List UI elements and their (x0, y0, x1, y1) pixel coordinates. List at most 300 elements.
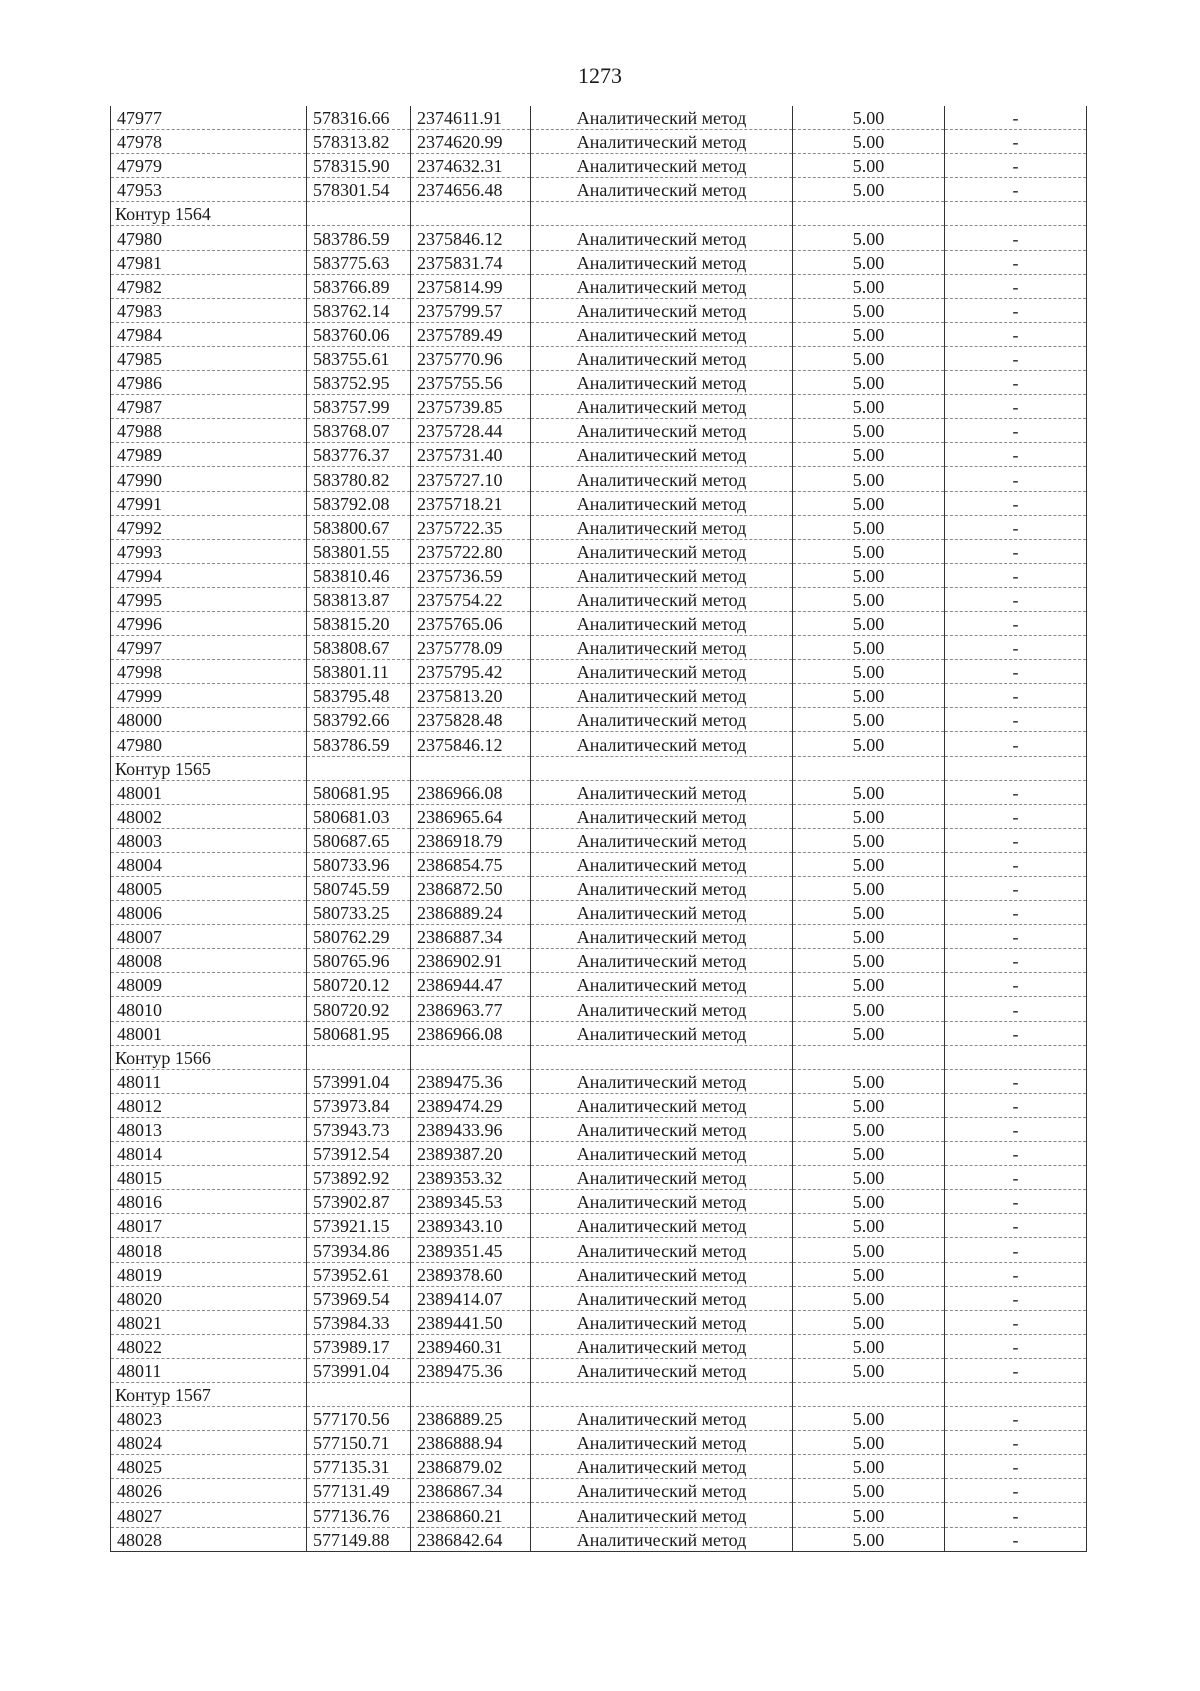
empty-cell (307, 1382, 411, 1406)
x-coordinate-cell: 573902.87 (307, 1190, 411, 1214)
method-cell: Аналитический метод (531, 949, 793, 973)
method-cell: Аналитический метод (531, 1021, 793, 1045)
y-coordinate-cell: 2375795.42 (411, 660, 531, 684)
error-cell: 5.00 (793, 1117, 945, 1141)
x-coordinate-cell: 577131.49 (307, 1479, 411, 1503)
method-cell: Аналитический метод (531, 491, 793, 515)
table-row (111, 274, 1087, 298)
y-coordinate-cell: 2375728.44 (411, 419, 531, 443)
x-coordinate-cell: 577150.71 (307, 1431, 411, 1455)
empty-cell (793, 202, 945, 226)
empty-cell (945, 1382, 1087, 1406)
y-coordinate-cell: 2386888.94 (411, 1431, 531, 1455)
note-cell: - (945, 780, 1087, 804)
note-cell: - (945, 298, 1087, 322)
method-cell: Аналитический метод (531, 973, 793, 997)
y-coordinate-cell: 2389351.45 (411, 1238, 531, 1262)
x-coordinate-cell: 573984.33 (307, 1310, 411, 1334)
table-row (111, 1479, 1087, 1503)
note-cell: - (945, 130, 1087, 154)
method-cell: Аналитический метод (531, 346, 793, 370)
empty-cell (793, 1045, 945, 1069)
note-cell: - (945, 1069, 1087, 1093)
method-cell: Аналитический метод (531, 1455, 793, 1479)
x-coordinate-cell: 580687.65 (307, 828, 411, 852)
y-coordinate-cell: 2375846.12 (411, 226, 531, 250)
contour-header-row (111, 1045, 1087, 1069)
point-id-cell: 47953 (111, 178, 307, 202)
method-cell: Аналитический метод (531, 1166, 793, 1190)
x-coordinate-cell: 583755.61 (307, 346, 411, 370)
table-row (111, 1238, 1087, 1262)
table-row (111, 1262, 1087, 1286)
table-row (111, 1286, 1087, 1310)
point-id-cell: 48005 (111, 877, 307, 901)
x-coordinate-cell: 580745.59 (307, 877, 411, 901)
method-cell: Аналитический метод (531, 1503, 793, 1527)
empty-cell (307, 756, 411, 780)
error-cell: 5.00 (793, 1214, 945, 1238)
empty-cell (945, 756, 1087, 780)
x-coordinate-cell: 573969.54 (307, 1286, 411, 1310)
empty-cell (793, 756, 945, 780)
error-cell: 5.00 (793, 346, 945, 370)
y-coordinate-cell: 2389474.29 (411, 1093, 531, 1117)
error-cell: 5.00 (793, 587, 945, 611)
y-coordinate-cell: 2375831.74 (411, 250, 531, 274)
error-cell: 5.00 (793, 877, 945, 901)
table-row (111, 828, 1087, 852)
x-coordinate-cell: 580681.03 (307, 804, 411, 828)
note-cell: - (945, 973, 1087, 997)
note-cell: - (945, 684, 1087, 708)
y-coordinate-cell: 2386965.64 (411, 804, 531, 828)
note-cell: - (945, 322, 1087, 346)
table-row (111, 467, 1087, 491)
table-row (111, 1166, 1087, 1190)
x-coordinate-cell: 573973.84 (307, 1093, 411, 1117)
point-id-cell: 48028 (111, 1527, 307, 1551)
error-cell: 5.00 (793, 1334, 945, 1358)
point-id-cell: 48002 (111, 804, 307, 828)
note-cell: - (945, 1503, 1087, 1527)
error-cell: 5.00 (793, 178, 945, 202)
error-cell: 5.00 (793, 684, 945, 708)
note-cell: - (945, 1166, 1087, 1190)
x-coordinate-cell: 583792.08 (307, 491, 411, 515)
method-cell: Аналитический метод (531, 515, 793, 539)
point-id-cell: 48023 (111, 1407, 307, 1431)
point-id-cell: 48008 (111, 949, 307, 973)
error-cell: 5.00 (793, 419, 945, 443)
y-coordinate-cell: 2389460.31 (411, 1334, 531, 1358)
note-cell: - (945, 611, 1087, 635)
error-cell: 5.00 (793, 804, 945, 828)
x-coordinate-cell: 573934.86 (307, 1238, 411, 1262)
y-coordinate-cell: 2386889.25 (411, 1407, 531, 1431)
x-coordinate-cell: 583810.46 (307, 563, 411, 587)
method-cell: Аналитический метод (531, 563, 793, 587)
note-cell: - (945, 226, 1087, 250)
table-row (111, 130, 1087, 154)
contour-label: Контур 1566 (111, 1045, 307, 1069)
point-id-cell: 48006 (111, 901, 307, 925)
error-cell: 5.00 (793, 298, 945, 322)
x-coordinate-cell: 583766.89 (307, 274, 411, 298)
error-cell: 5.00 (793, 611, 945, 635)
x-coordinate-cell: 577170.56 (307, 1407, 411, 1431)
point-id-cell: 48022 (111, 1334, 307, 1358)
x-coordinate-cell: 583760.06 (307, 322, 411, 346)
error-cell: 5.00 (793, 130, 945, 154)
y-coordinate-cell: 2375814.99 (411, 274, 531, 298)
x-coordinate-cell: 583762.14 (307, 298, 411, 322)
table-row (111, 636, 1087, 660)
error-cell: 5.00 (793, 901, 945, 925)
method-cell: Аналитический метод (531, 274, 793, 298)
note-cell: - (945, 636, 1087, 660)
point-id-cell: 48011 (111, 1358, 307, 1382)
point-id-cell: 48000 (111, 708, 307, 732)
y-coordinate-cell: 2389441.50 (411, 1310, 531, 1334)
empty-cell (531, 1045, 793, 1069)
point-id-cell: 48001 (111, 1021, 307, 1045)
method-cell: Аналитический метод (531, 1262, 793, 1286)
table-row (111, 973, 1087, 997)
empty-cell (531, 756, 793, 780)
note-cell: - (945, 1455, 1087, 1479)
x-coordinate-cell: 580733.25 (307, 901, 411, 925)
method-cell: Аналитический метод (531, 1069, 793, 1093)
error-cell: 5.00 (793, 1093, 945, 1117)
point-id-cell: 47993 (111, 539, 307, 563)
y-coordinate-cell: 2375722.35 (411, 515, 531, 539)
note-cell: - (945, 178, 1087, 202)
empty-cell (411, 202, 531, 226)
point-id-cell: 48009 (111, 973, 307, 997)
error-cell: 5.00 (793, 1310, 945, 1334)
y-coordinate-cell: 2375789.49 (411, 322, 531, 346)
table-row (111, 106, 1087, 130)
error-cell: 5.00 (793, 250, 945, 274)
table-row (111, 1117, 1087, 1141)
method-cell: Аналитический метод (531, 154, 793, 178)
contour-header-row (111, 1382, 1087, 1406)
x-coordinate-cell: 573952.61 (307, 1262, 411, 1286)
error-cell: 5.00 (793, 1503, 945, 1527)
error-cell: 5.00 (793, 925, 945, 949)
x-coordinate-cell: 583813.87 (307, 587, 411, 611)
point-id-cell: 47985 (111, 346, 307, 370)
error-cell: 5.00 (793, 322, 945, 346)
y-coordinate-cell: 2389475.36 (411, 1358, 531, 1382)
error-cell: 5.00 (793, 539, 945, 563)
y-coordinate-cell: 2375754.22 (411, 587, 531, 611)
point-id-cell: 48013 (111, 1117, 307, 1141)
table-row (111, 708, 1087, 732)
note-cell: - (945, 587, 1087, 611)
error-cell: 5.00 (793, 636, 945, 660)
table-row (111, 154, 1087, 178)
error-cell: 5.00 (793, 154, 945, 178)
point-id-cell: 47987 (111, 395, 307, 419)
table-row (111, 1021, 1087, 1045)
method-cell: Аналитический метод (531, 1527, 793, 1551)
point-id-cell: 48019 (111, 1262, 307, 1286)
table-row (111, 1069, 1087, 1093)
error-cell: 5.00 (793, 708, 945, 732)
y-coordinate-cell: 2386963.77 (411, 997, 531, 1021)
note-cell: - (945, 660, 1087, 684)
point-id-cell: 47989 (111, 443, 307, 467)
error-cell: 5.00 (793, 1238, 945, 1262)
method-cell: Аналитический метод (531, 1238, 793, 1262)
y-coordinate-cell: 2375755.56 (411, 371, 531, 395)
note-cell: - (945, 828, 1087, 852)
y-coordinate-cell: 2386872.50 (411, 877, 531, 901)
note-cell: - (945, 1358, 1087, 1382)
y-coordinate-cell: 2386889.24 (411, 901, 531, 925)
table-row (111, 1310, 1087, 1334)
y-coordinate-cell: 2375736.59 (411, 563, 531, 587)
contour-header-row (111, 756, 1087, 780)
point-id-cell: 48026 (111, 1479, 307, 1503)
table-row (111, 587, 1087, 611)
method-cell: Аналитический метод (531, 925, 793, 949)
error-cell: 5.00 (793, 828, 945, 852)
point-id-cell: 48004 (111, 852, 307, 876)
table-row (111, 877, 1087, 901)
table-row (111, 1431, 1087, 1455)
point-id-cell: 47981 (111, 250, 307, 274)
table-row (111, 563, 1087, 587)
x-coordinate-cell: 580765.96 (307, 949, 411, 973)
table-row (111, 1334, 1087, 1358)
note-cell: - (945, 997, 1087, 1021)
error-cell: 5.00 (793, 515, 945, 539)
error-cell: 5.00 (793, 660, 945, 684)
x-coordinate-cell: 583795.48 (307, 684, 411, 708)
point-id-cell: 47990 (111, 467, 307, 491)
note-cell: - (945, 1527, 1087, 1551)
empty-cell (793, 1382, 945, 1406)
point-id-cell: 48001 (111, 780, 307, 804)
table-row (111, 539, 1087, 563)
y-coordinate-cell: 2374656.48 (411, 178, 531, 202)
y-coordinate-cell: 2389345.53 (411, 1190, 531, 1214)
method-cell: Аналитический метод (531, 587, 793, 611)
point-id-cell: 47983 (111, 298, 307, 322)
y-coordinate-cell: 2375846.12 (411, 732, 531, 756)
y-coordinate-cell: 2375828.48 (411, 708, 531, 732)
empty-cell (411, 756, 531, 780)
y-coordinate-cell: 2374632.31 (411, 154, 531, 178)
note-cell: - (945, 563, 1087, 587)
note-cell: - (945, 106, 1087, 130)
error-cell: 5.00 (793, 106, 945, 130)
method-cell: Аналитический метод (531, 1358, 793, 1382)
error-cell: 5.00 (793, 949, 945, 973)
x-coordinate-cell: 578313.82 (307, 130, 411, 154)
method-cell: Аналитический метод (531, 997, 793, 1021)
x-coordinate-cell: 580720.92 (307, 997, 411, 1021)
empty-cell (531, 1382, 793, 1406)
x-coordinate-cell: 583792.66 (307, 708, 411, 732)
x-coordinate-cell: 580733.96 (307, 852, 411, 876)
page-number: 1273 (578, 63, 622, 88)
error-cell: 5.00 (793, 563, 945, 587)
method-cell: Аналитический метод (531, 660, 793, 684)
table-row (111, 997, 1087, 1021)
method-cell: Аналитический метод (531, 1334, 793, 1358)
method-cell: Аналитический метод (531, 371, 793, 395)
method-cell: Аналитический метод (531, 780, 793, 804)
method-cell: Аналитический метод (531, 443, 793, 467)
method-cell: Аналитический метод (531, 106, 793, 130)
method-cell: Аналитический метод (531, 130, 793, 154)
y-coordinate-cell: 2375813.20 (411, 684, 531, 708)
empty-cell (307, 202, 411, 226)
x-coordinate-cell: 583808.67 (307, 636, 411, 660)
point-id-cell: 47997 (111, 636, 307, 660)
point-id-cell: 48007 (111, 925, 307, 949)
table-row (111, 1358, 1087, 1382)
error-cell: 5.00 (793, 1479, 945, 1503)
note-cell: - (945, 1479, 1087, 1503)
method-cell: Аналитический метод (531, 828, 793, 852)
x-coordinate-cell: 583776.37 (307, 443, 411, 467)
method-cell: Аналитический метод (531, 1407, 793, 1431)
coordinates-table (110, 106, 1087, 1552)
method-cell: Аналитический метод (531, 226, 793, 250)
table-row (111, 1142, 1087, 1166)
table-row (111, 515, 1087, 539)
note-cell: - (945, 1334, 1087, 1358)
point-id-cell: 47977 (111, 106, 307, 130)
point-id-cell: 48003 (111, 828, 307, 852)
method-cell: Аналитический метод (531, 1214, 793, 1238)
point-id-cell: 47998 (111, 660, 307, 684)
error-cell: 5.00 (793, 1142, 945, 1166)
empty-cell (411, 1045, 531, 1069)
point-id-cell: 47982 (111, 274, 307, 298)
error-cell: 5.00 (793, 1069, 945, 1093)
note-cell: - (945, 371, 1087, 395)
y-coordinate-cell: 2374611.91 (411, 106, 531, 130)
contour-header-row (111, 202, 1087, 226)
method-cell: Аналитический метод (531, 467, 793, 491)
note-cell: - (945, 1093, 1087, 1117)
x-coordinate-cell: 573892.92 (307, 1166, 411, 1190)
note-cell: - (945, 901, 1087, 925)
table-row (111, 901, 1087, 925)
note-cell: - (945, 732, 1087, 756)
x-coordinate-cell: 573912.54 (307, 1142, 411, 1166)
method-cell: Аналитический метод (531, 1190, 793, 1214)
x-coordinate-cell: 573921.15 (307, 1214, 411, 1238)
y-coordinate-cell: 2374620.99 (411, 130, 531, 154)
y-coordinate-cell: 2386918.79 (411, 828, 531, 852)
x-coordinate-cell: 573991.04 (307, 1069, 411, 1093)
point-id-cell: 48018 (111, 1238, 307, 1262)
method-cell: Аналитический метод (531, 611, 793, 635)
method-cell: Аналитический метод (531, 684, 793, 708)
note-cell: - (945, 154, 1087, 178)
y-coordinate-cell: 2375770.96 (411, 346, 531, 370)
y-coordinate-cell: 2375722.80 (411, 539, 531, 563)
table-row (111, 660, 1087, 684)
table-row (111, 1190, 1087, 1214)
note-cell: - (945, 877, 1087, 901)
x-coordinate-cell: 577149.88 (307, 1527, 411, 1551)
note-cell: - (945, 1407, 1087, 1431)
y-coordinate-cell: 2375765.06 (411, 611, 531, 635)
method-cell: Аналитический метод (531, 1286, 793, 1310)
point-id-cell: 48020 (111, 1286, 307, 1310)
note-cell: - (945, 1238, 1087, 1262)
y-coordinate-cell: 2386879.02 (411, 1455, 531, 1479)
error-cell: 5.00 (793, 1286, 945, 1310)
point-id-cell: 47991 (111, 491, 307, 515)
method-cell: Аналитический метод (531, 804, 793, 828)
method-cell: Аналитический метод (531, 852, 793, 876)
x-coordinate-cell: 583815.20 (307, 611, 411, 635)
x-coordinate-cell: 583801.55 (307, 539, 411, 563)
error-cell: 5.00 (793, 1455, 945, 1479)
empty-cell (945, 202, 1087, 226)
table-row (111, 925, 1087, 949)
error-cell: 5.00 (793, 1021, 945, 1045)
note-cell: - (945, 708, 1087, 732)
method-cell: Аналитический метод (531, 1093, 793, 1117)
x-coordinate-cell: 573943.73 (307, 1117, 411, 1141)
point-id-cell: 48024 (111, 1431, 307, 1455)
x-coordinate-cell: 580681.95 (307, 780, 411, 804)
table-row (111, 804, 1087, 828)
error-cell: 5.00 (793, 1358, 945, 1382)
method-cell: Аналитический метод (531, 1117, 793, 1141)
note-cell: - (945, 1431, 1087, 1455)
point-id-cell: 47996 (111, 611, 307, 635)
point-id-cell: 48016 (111, 1190, 307, 1214)
table-row (111, 1214, 1087, 1238)
y-coordinate-cell: 2389414.07 (411, 1286, 531, 1310)
table-row (111, 298, 1087, 322)
method-cell: Аналитический метод (531, 1142, 793, 1166)
note-cell: - (945, 925, 1087, 949)
note-cell: - (945, 1142, 1087, 1166)
note-cell: - (945, 419, 1087, 443)
point-id-cell: 47978 (111, 130, 307, 154)
note-cell: - (945, 274, 1087, 298)
empty-cell (531, 202, 793, 226)
x-coordinate-cell: 573991.04 (307, 1358, 411, 1382)
x-coordinate-cell: 580720.12 (307, 973, 411, 997)
note-cell: - (945, 1310, 1087, 1334)
y-coordinate-cell: 2386966.08 (411, 1021, 531, 1045)
note-cell: - (945, 949, 1087, 973)
table-row (111, 346, 1087, 370)
table-row (111, 322, 1087, 346)
y-coordinate-cell: 2389353.32 (411, 1166, 531, 1190)
y-coordinate-cell: 2375718.21 (411, 491, 531, 515)
table-row (111, 1407, 1087, 1431)
point-id-cell: 47988 (111, 419, 307, 443)
contour-label: Контур 1564 (111, 202, 307, 226)
x-coordinate-cell: 583786.59 (307, 226, 411, 250)
y-coordinate-cell: 2386854.75 (411, 852, 531, 876)
point-id-cell: 48010 (111, 997, 307, 1021)
